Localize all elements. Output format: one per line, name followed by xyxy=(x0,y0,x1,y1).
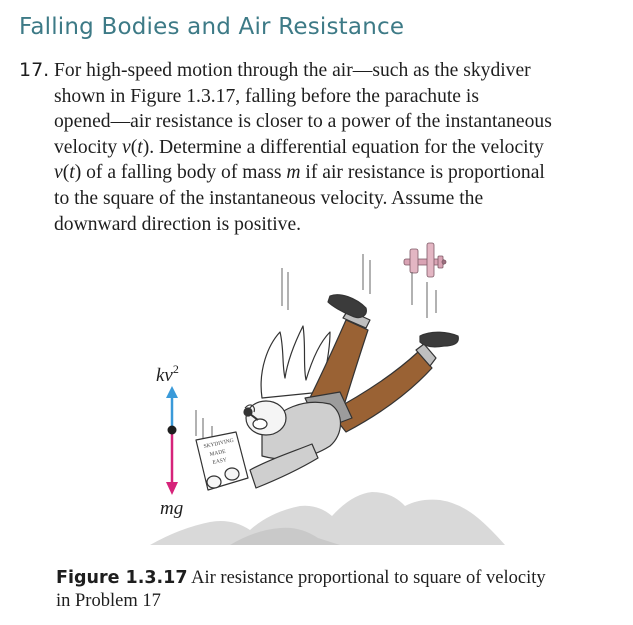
skydiver-illustration xyxy=(0,240,633,560)
problem-text xyxy=(54,58,619,237)
problem-line-2: shown in Figure 1.3.17, falling before the parachute is xyxy=(54,85,479,107)
caption-label: Figure 1.3.17 xyxy=(56,568,188,588)
section-title: Falling Bodies and Air Resistance xyxy=(19,14,405,40)
problem-line-5: v(t) of a falling body of mass m if air resistance is proportional xyxy=(54,162,545,184)
book-text-3: EASY xyxy=(212,457,228,466)
air-resistance-label: $kv^2$ xyxy=(156,362,179,386)
caption-text-2: in Problem 17 xyxy=(56,591,161,611)
book-text-1: SKYDIVING xyxy=(203,437,235,450)
force-diagram xyxy=(166,386,178,495)
body-point xyxy=(168,426,177,435)
gravity-arrowhead xyxy=(166,482,178,495)
skydiver xyxy=(196,295,458,490)
problem-line-4: velocity v(t). Determine a differential equation for the velocity xyxy=(54,136,544,158)
mountains xyxy=(150,492,505,545)
problem-line-6: to the square of the instantaneous velocity. Assume the xyxy=(54,187,484,209)
air-resistance-arrowhead xyxy=(166,386,178,398)
gravity-label: mg xyxy=(160,498,184,519)
figure-caption xyxy=(56,567,616,613)
airplane-icon xyxy=(404,243,446,277)
book-text-2: MADE xyxy=(209,448,227,458)
caption-text: Air resistance proportional to square of velocity xyxy=(187,568,546,588)
problem-17 xyxy=(19,58,619,237)
problem-line-1: For high-speed motion through the air—such as the skydiver xyxy=(54,60,531,81)
problem-number: 17. xyxy=(19,59,50,81)
problem-line-7: downward direction is positive. xyxy=(54,213,302,235)
problem-line-3: opened—air resistance is closer to a power of the instantaneous xyxy=(54,111,552,133)
